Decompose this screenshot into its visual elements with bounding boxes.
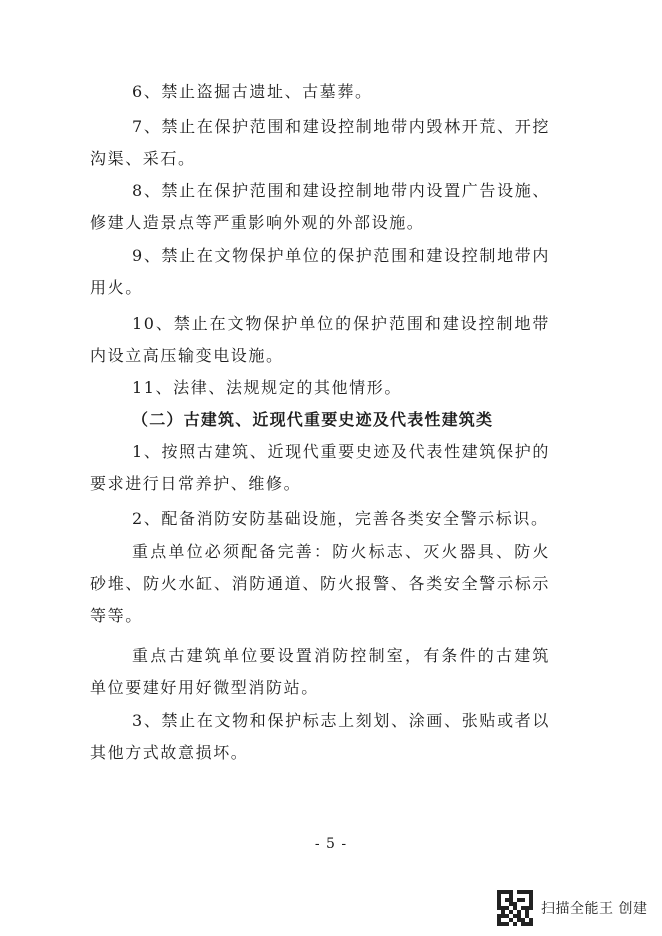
paragraph-fire-control: 重点古建筑单位要设置消防控制室，有条件的古建筑单位要建好用好微型消防站。 bbox=[90, 646, 550, 697]
paragraph-item-9: 9、禁止在文物保护单位的保护范围和建设控制地带内用火。 bbox=[90, 246, 550, 297]
section-heading: （二）古建筑、近现代重要史迹及代表性建筑类 bbox=[132, 410, 494, 429]
paragraph-item-6: 6、禁止盗掘古遗址、古墓葬。 bbox=[132, 82, 373, 101]
scanner-label: 扫描全能王 创建 bbox=[541, 901, 648, 917]
paragraph-item-3: 3、禁止在文物和保护标志上刻划、涂画、张贴或者以其他方式故意损坏。 bbox=[90, 711, 550, 762]
paragraph-item-11: 11、法律、法规规定的其他情形。 bbox=[132, 378, 402, 397]
scanner-watermark bbox=[497, 888, 647, 928]
paragraph-key-units: 重点单位必须配备完善：防火标志、灭火器具、防火砂堆、防火水缸、消防通道、防火报警、各类安全警示标示等等。 bbox=[90, 542, 550, 625]
paragraph-item-10: 10、禁止在文物保护单位的保护范围和建设控制地带内设立高压输变电设施。 bbox=[90, 314, 550, 365]
page-number: - 5 - bbox=[314, 836, 348, 852]
paragraph-item-8: 8、禁止在保护范围和建设控制地带内设置广告设施、修建人造景点等严重影响外观的外部设施。 bbox=[90, 181, 550, 232]
paragraph-item-7: 7、禁止在保护范围和建设控制地带内毁林开荒、开挖沟渠、采石。 bbox=[90, 117, 550, 168]
paragraph-item-1: 1、按照古建筑、近现代重要史迹及代表性建筑保护的要求进行日常养护、维修。 bbox=[90, 442, 550, 493]
paragraph-item-2: 2、配备消防安防基础设施，完善各类安全警示标识。 bbox=[132, 509, 549, 528]
qr-code-icon bbox=[497, 890, 533, 926]
